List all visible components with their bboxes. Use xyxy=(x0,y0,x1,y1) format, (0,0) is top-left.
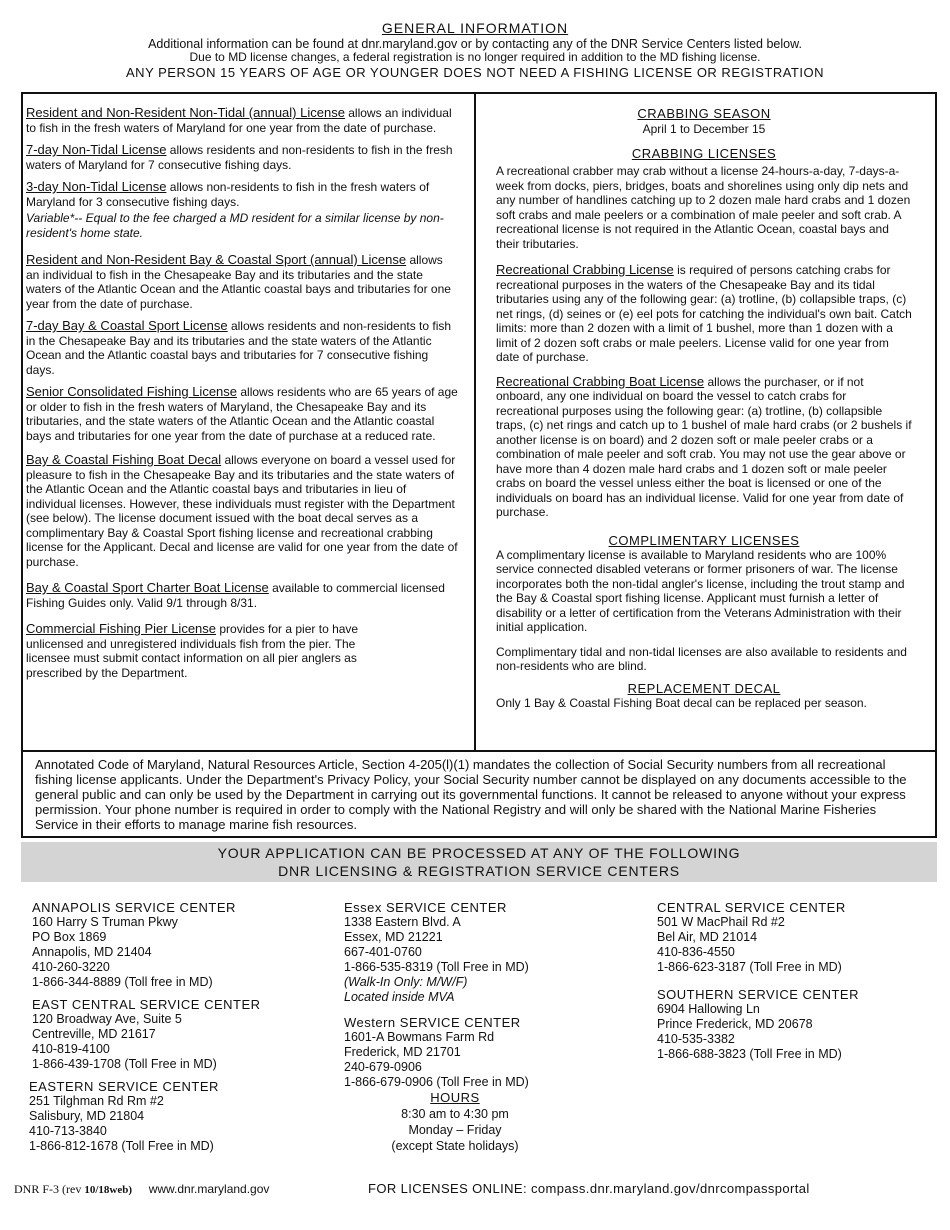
online-licenses-link[interactable]: FOR LICENSES ONLINE: compass.dnr.maryland.gov/dnrcompassportal xyxy=(368,1181,810,1196)
license-description: allows the purchaser, or if not onboard, any one individual on board the vessel to catch crabs for recreational purposes using the following gear: (a) trotline, (b) collapsible traps, (c) net rings and catch up to 1 bushel of male hard crabs (or 2 bushels if another license is on board) and 2 dozen soft or male peeler crabs or a combination of male peeler and soft crab. You may not use the gear above or have more than 4 dozen male hard crabs and 1 dozen soft or male peeler crabs on board the vessel unless either the boat is licensed or one of the individuals on board has an individual license. Valid for one year from date of purchase. xyxy=(496,374,912,519)
phone-number: 410-713-3840 xyxy=(29,1124,107,1138)
service-center xyxy=(32,997,332,1072)
form-revision: 10/18web) xyxy=(84,1184,132,1196)
phone-number: 667-401-0760 xyxy=(344,945,422,959)
address-line: Essex, MD 21221 xyxy=(344,930,443,944)
address-line: Centreville, MD 21617 xyxy=(32,1027,156,1041)
license-item xyxy=(26,581,458,610)
address-line: 251 Tilghman Rd Rm #2 xyxy=(29,1094,164,1108)
fishing-licenses-column xyxy=(26,106,458,688)
address-line: Frederick, MD 21701 xyxy=(344,1045,461,1059)
website-link[interactable]: www.dnr.maryland.gov xyxy=(148,1182,270,1196)
address-line: 1338 Eastern Blvd. A xyxy=(344,915,461,929)
header-age-notice: ANY PERSON 15 YEARS OF AGE OR YOUNGER DOES NOT NEED A FISHING LICENSE OR REGISTRATION xyxy=(126,65,824,80)
toll-free-number: 1-866-344-8889 (Toll free in MD) xyxy=(32,975,213,989)
license-item xyxy=(26,385,458,443)
license-description: is required of persons catching crabs for recreational purposes in the waters of the Chesapeake Bay and its tidal tributaries using any of the following gear: (a) trotline, (b) collapsible traps, (c) net rings, (d) seines or (e) eel pots for catching the individual's own bait. Catch limits: more than 2 dozen with a limit of 1 bushel, more than 1 dozen with a limit of 2 dozen soft crabs or male peelers. License valid for one year from date of purchase. xyxy=(496,263,912,364)
hours-block xyxy=(380,1090,530,1154)
license-term: Recreational Crabbing License xyxy=(496,262,674,277)
address-line: PO Box 1869 xyxy=(32,930,107,944)
header-info-line: Additional information can be found at dnr.maryland.gov or by contacting any of the DNR Service Centers listed below. xyxy=(148,37,802,51)
toll-free-number: 1-866-623-3187 (Toll Free in MD) xyxy=(657,960,842,974)
service-centers-column xyxy=(657,900,937,1069)
license-term: Resident and Non-Resident Bay & Coastal Sport (annual) License xyxy=(26,252,407,267)
toll-free-number: 1-866-535-8319 (Toll Free in MD) xyxy=(344,960,529,974)
address-line: 160 Harry S Truman Pkwy xyxy=(32,915,178,929)
crabbing-intro: A recreational crabber may crab without a license 24-hours-a-day, 7-days-a-week from docks, piers, bridges, boats and shorelines using only dip nets and any number of handlines catching up to 2 dozen male hard crabs and 1 dozen soft crabs and male peelers or a combination of male peeler and soft crab. A recreational license is not required in the Atlantic Ocean, coastal bays and their tributaries. xyxy=(496,164,911,251)
service-center-name: ANNAPOLIS SERVICE CENTER xyxy=(32,900,236,915)
hours-note: (except State holidays) xyxy=(391,1139,519,1153)
column-divider xyxy=(474,92,476,752)
hours-days: Monday – Friday xyxy=(408,1123,502,1137)
address-line: Prince Frederick, MD 20678 xyxy=(657,1017,813,1031)
license-description: allows non-residents to fish in the fresh waters of Maryland for 3 consecutive fishing days. xyxy=(26,180,430,209)
license-item xyxy=(26,143,458,172)
crabbing-licenses-title: CRABBING LICENSES xyxy=(631,146,777,161)
location-note: Located inside MVA xyxy=(344,990,455,1004)
complimentary-licenses-title: COMPLIMENTARY LICENSES xyxy=(608,532,800,548)
license-item xyxy=(26,453,458,569)
ssn-privacy-notice: Annotated Code of Maryland, Natural Resources Article, Section 4-205(l)(1) mandates the collection of Social Security numbers from all recreational fishing license applicants. Under the Department's Privacy Policy, your Social Security number cannot be displayed on any documents accessible to the general public and can only be used by the Department in carrying out its governmental functions. It cannot be released to anyone without your express permission. Your phone number is required in order to comply with the National Registry and will only be shared with the National Marine Fisheries Service in their efforts to manage marine fish resources. xyxy=(21,750,937,838)
banner-line: DNR LICENSING & REGISTRATION SERVICE CENTERS xyxy=(278,862,680,879)
toll-free-number: 1-866-812-1678 (Toll Free in MD) xyxy=(29,1139,214,1153)
address-line: Salisbury, MD 21804 xyxy=(29,1109,145,1123)
phone-number: 410-819-4100 xyxy=(32,1042,110,1056)
service-centers-column xyxy=(344,900,644,1097)
service-center xyxy=(657,900,937,975)
toll-free-number: 1-866-688-3823 (Toll Free in MD) xyxy=(657,1047,842,1061)
variable-fee-note: Variable*-- Equal to the fee charged a MD resident for a similar license by non-resident's home state. xyxy=(26,211,444,240)
license-description: allows residents and non-residents to fish in the fresh waters of Maryland for 7 consecutive fishing days. xyxy=(26,143,453,172)
complimentary-blind-text: Complimentary tidal and non-tidal licenses are also available to residents and non-residents who are blind. xyxy=(496,644,907,673)
address-line: Annapolis, MD 21404 xyxy=(32,945,152,959)
license-description: provides for a pier to have unlicensed and unregistered individuals fish from the pier. The licensee must submit contact information on all pier anglers as prescribed by the Department. xyxy=(26,622,359,680)
recreational-crabbing-boat-license xyxy=(496,375,912,520)
service-center xyxy=(344,900,644,1005)
license-item xyxy=(26,106,458,135)
phone-number: 410-836-4550 xyxy=(657,945,735,959)
service-center-name: CENTRAL SERVICE CENTER xyxy=(657,900,846,915)
address-line: 1601-A Bowmans Farm Rd xyxy=(344,1030,495,1044)
license-term: Resident and Non-Resident Non-Tidal (annual) License xyxy=(26,105,345,120)
page-title: GENERAL INFORMATION xyxy=(381,20,569,36)
service-center xyxy=(32,900,332,990)
crabbing-column xyxy=(496,106,912,710)
license-item xyxy=(26,253,458,311)
license-description: allows an individual to fish in the fresh waters of Maryland for one year from the date of purchase. xyxy=(26,106,452,135)
crabbing-season-dates: April 1 to December 15 xyxy=(642,122,766,136)
license-description: allows residents and non-residents to fish in the Chesapeake Bay and its tributaries and the state waters of the Atlantic Ocean and the Atlantic coastal bays and tributaries for 7 consecutive fishing days. xyxy=(26,319,452,377)
address-line: 6904 Hallowing Ln xyxy=(657,1002,760,1016)
service-center xyxy=(344,1015,644,1090)
recreational-crabbing-license xyxy=(496,263,912,365)
service-centers-column xyxy=(29,900,332,1161)
toll-free-number: 1-866-439-1708 (Toll Free in MD) xyxy=(32,1057,217,1071)
complimentary-text: A complimentary license is available to Maryland residents who are 100% service connected disabled veterans or former prisoners of war. The license incorporates both the non-tidal angler's license, including the trout stamp and the Bay & Coastal sport fishing license. Applicant must furnish a letter of disability or a letter of certification from the Veterans Administration with their initial application. xyxy=(496,547,905,634)
license-description: allows an individual to fish in the Chesapeake Bay and its tributaries and the state waters of the Atlantic Ocean and the Atlantic coastal bays and tributaries for one year from the date of purchase. xyxy=(26,253,451,311)
walk-in-note: (Walk-In Only: M/W/F) xyxy=(344,975,468,989)
phone-number: 240-679-0906 xyxy=(344,1060,422,1074)
license-term: 7-day Non-Tidal License xyxy=(26,142,167,157)
service-center-name: EASTERN SERVICE CENTER xyxy=(29,1079,219,1094)
license-term: 7-day Bay & Coastal Sport License xyxy=(26,318,228,333)
service-centers-banner xyxy=(21,842,937,882)
license-description: allows everyone on board a vessel used for pleasure to fish in the Chesapeake Bay and its tributaries and the state waters of the Atlantic Ocean and the Atlantic coastal bays and tributaries in lieu of individual licenses. However, these individuals must register with the Department (see below). The license document issued with the boat decal serves as a complimentary Bay & Coastal Sport fishing license and recreational crabbing license for the Applicant. Decal and license are valid for one year from the date of purchase. xyxy=(26,453,458,569)
header-federal-line: Due to MD license changes, a federal registration is no longer required in addition to the MD fishing license. xyxy=(189,50,761,64)
license-description: available to commercial licensed Fishing Guides only. Valid 9/1 through 8/31. xyxy=(26,581,445,610)
address-line: 120 Broadway Ave, Suite 5 xyxy=(32,1012,182,1026)
service-center-name: SOUTHERN SERVICE CENTER xyxy=(657,987,859,1002)
license-term: Recreational Crabbing Boat License xyxy=(496,373,705,389)
form-footer xyxy=(14,1182,269,1197)
phone-number: 410-260-3220 xyxy=(32,960,110,974)
address-line: Bel Air, MD 21014 xyxy=(657,930,758,944)
hours-title: HOURS xyxy=(430,1090,480,1105)
service-center xyxy=(657,987,937,1062)
service-center-name: Western SERVICE CENTER xyxy=(344,1015,521,1030)
service-center xyxy=(29,1079,332,1154)
form-id: DNR F-3 (rev xyxy=(14,1182,85,1196)
license-item xyxy=(26,319,458,377)
service-center-name: EAST CENTRAL SERVICE CENTER xyxy=(32,997,261,1012)
license-term: Bay & Coastal Fishing Boat Decal xyxy=(26,452,222,467)
phone-number: 410-535-3382 xyxy=(657,1032,735,1046)
crabbing-season-title: CRABBING SEASON xyxy=(637,106,771,121)
general-information-header xyxy=(0,20,950,81)
license-description: allows residents who are 65 years of age or older to fish in the fresh waters of Maryland, the Chesapeake Bay and its tributaries, and the state waters of the Atlantic Ocean and the Atlantic coastal bays and tributaries for one year from the date of purchase at a reduced rate. xyxy=(26,385,458,443)
license-term: Senior Consolidated Fishing License xyxy=(26,384,238,399)
license-item xyxy=(26,180,458,209)
license-term: 3-day Non-Tidal License xyxy=(26,179,167,194)
toll-free-number: 1-866-679-0906 (Toll Free in MD) xyxy=(344,1075,529,1089)
replacement-decal-text: Only 1 Bay & Coastal Fishing Boat decal can be replaced per season. xyxy=(496,695,867,710)
replacement-decal-title: REPLACEMENT DECAL xyxy=(627,680,781,696)
hours-time: 8:30 am to 4:30 pm xyxy=(401,1107,509,1121)
license-term: Commercial Fishing Pier License xyxy=(26,621,217,636)
license-item xyxy=(26,622,398,680)
service-center-name: Essex SERVICE CENTER xyxy=(344,900,507,915)
banner-line: YOUR APPLICATION CAN BE PROCESSED AT ANY OF THE FOLLOWING xyxy=(217,845,741,861)
license-term: Bay & Coastal Sport Charter Boat License xyxy=(26,580,269,595)
address-line: 501 W MacPhail Rd #2 xyxy=(657,915,785,929)
